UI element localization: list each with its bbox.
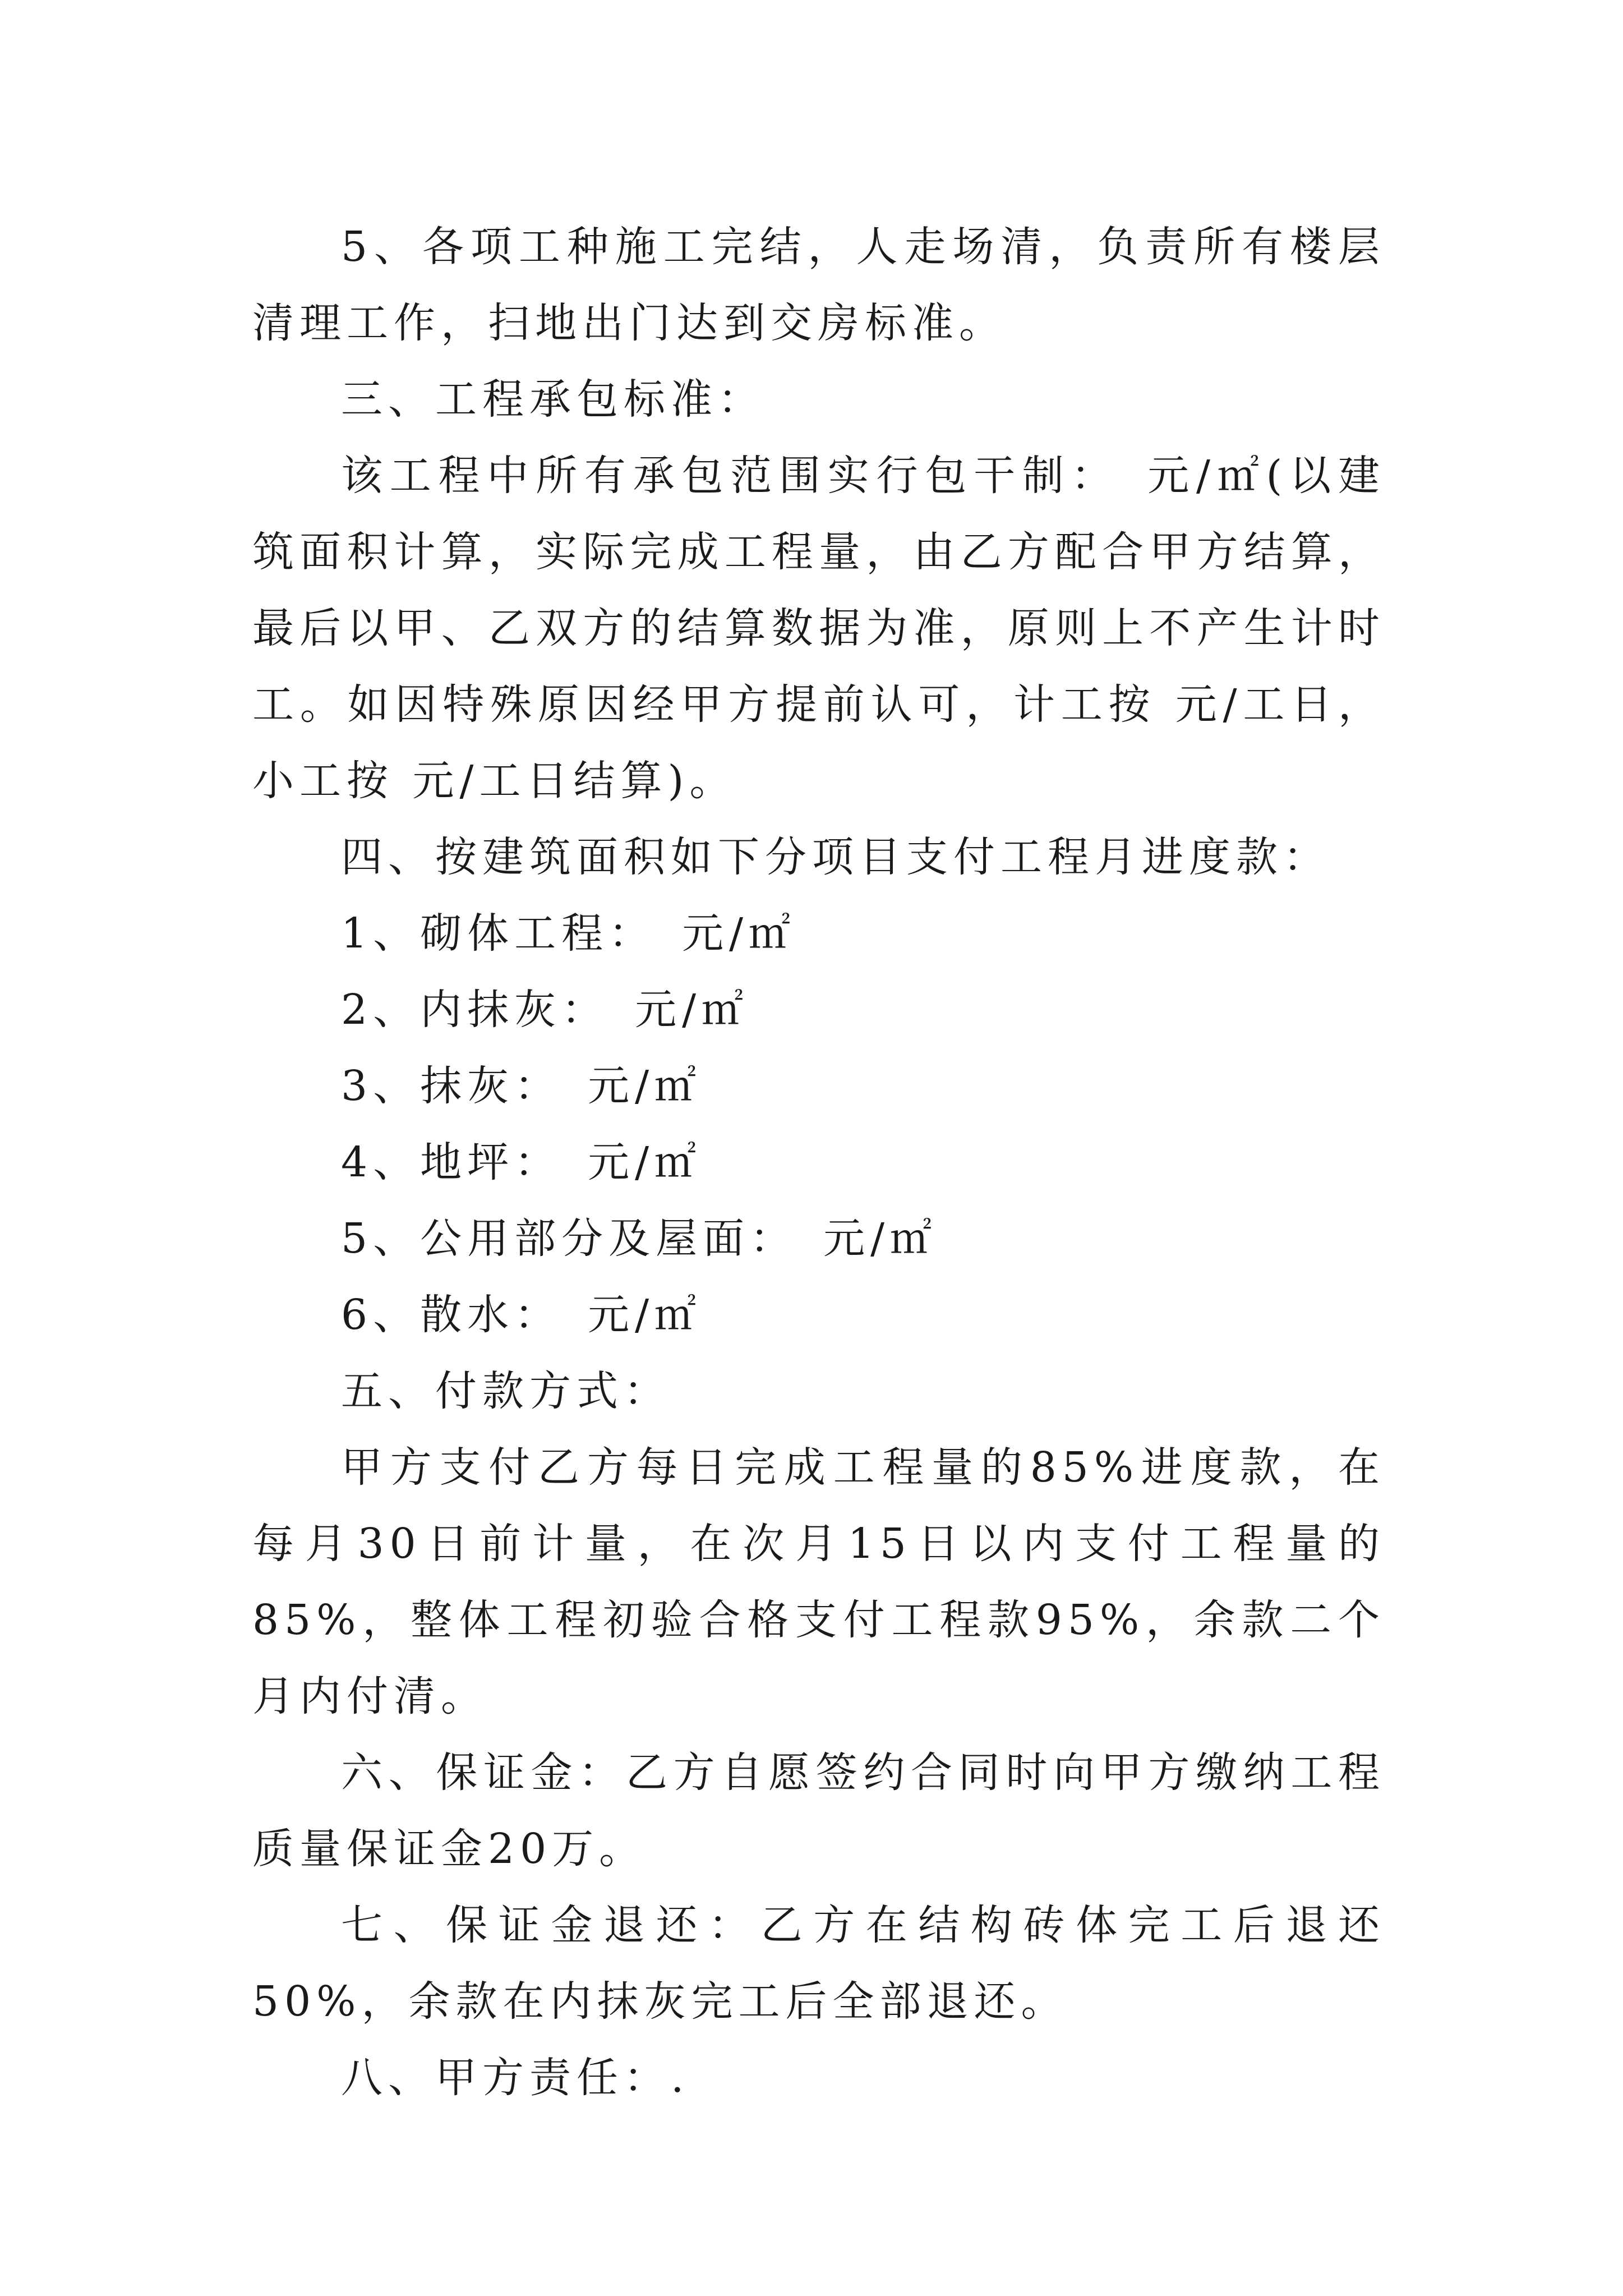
- paragraph-deposit: 六、保证金：乙方自愿签约合同时向甲方缴纳工程质量保证金20万。: [252, 1749, 1385, 1873]
- paragraph-payment-terms: 甲方支付乙方每日完成工程量的85%进度款，在每月30日前计量，在次月15日以内支付工程量的85%，整体工程初验合格支付工程款95%，余款二个月内付清。: [252, 1443, 1385, 1720]
- item-interior-plaster: 2、内抹灰： 元/㎡: [341, 986, 749, 1034]
- paragraph-deposit-refund: 七、保证金退还：乙方在结构砖体完工后退还50%，余款在内抹灰完工后全部退还。: [252, 1901, 1385, 2026]
- heading-payment-method: 五、付款方式：: [341, 1367, 671, 1415]
- heading-contract-standard: 三、工程承包标准：: [341, 375, 765, 424]
- heading-monthly-payment: 四、按建筑面积如下分项目支付工程月进度款：: [341, 833, 1330, 881]
- paragraph-lump-sum-terms: 该工程中所有承包范围实行包干制： 元/㎡(以建筑面积计算，实际完成工程量，由乙方配合甲方结算，最后以甲、乙双方的结算数据为准，原则上不产生计时工。如因特殊原因经甲方提前认可，计工按 元/工日，小工按 元/工日结算)。: [252, 452, 1385, 805]
- item-floor: 4、地坪： 元/㎡: [341, 1138, 702, 1186]
- item-plaster: 3、抹灰： 元/㎡: [341, 1062, 702, 1110]
- item-masonry: 1、砌体工程： 元/㎡: [341, 909, 796, 958]
- heading-party-a-responsibility: 八、甲方责任：.: [341, 2054, 690, 2102]
- item-drainage-apron: 6、散水： 元/㎡: [341, 1291, 702, 1339]
- paragraph-cleanup-clause: 5、各项工种施工完结，人走场清，负责所有楼层清理工作，扫地出门达到交房标准。: [252, 223, 1385, 347]
- item-common-area-roof: 5、公用部分及屋面： 元/㎡: [341, 1214, 938, 1263]
- document-body: [252, 209, 1385, 2116]
